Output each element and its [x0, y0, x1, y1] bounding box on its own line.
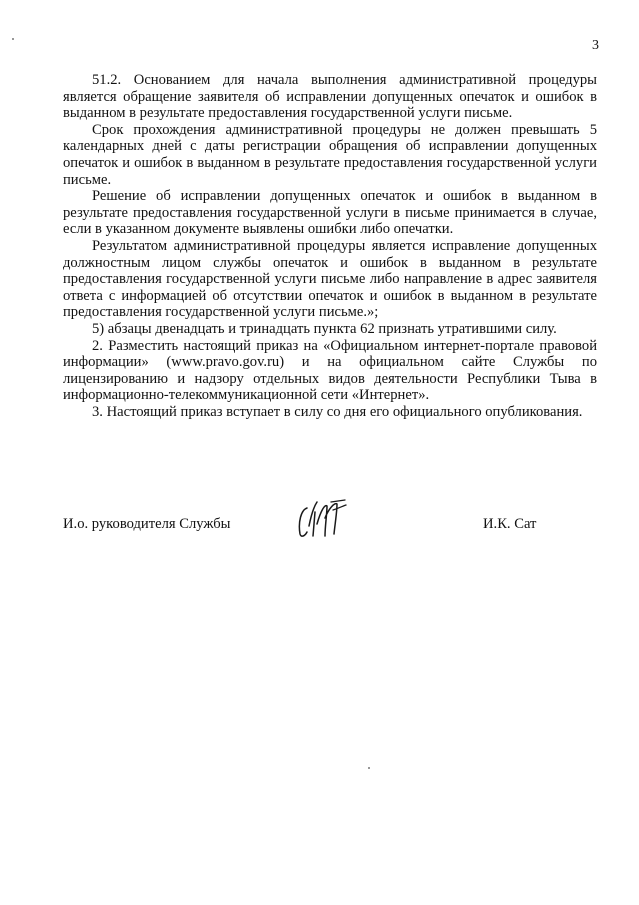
paragraph-result: Результатом административной процедуры является исправление допущенных должностным лицом службы опечаток и ошибок в выданном в результате предоставления государственной услуги письме либо направление в адрес заявителя ответа с информацией об отсутствии опечаток и ошибок в выданном в результате предоставления государственной услуги письме.»; [63, 237, 597, 321]
page-number: 3 [592, 38, 599, 53]
paragraph-item-2: 2. Разместить настоящий приказ на «Официальном интернет-портале правовой информации» (www.pravo.gov.ru) и на официальном сайте Службы по лицензированию и надзору отдельных видов деятельности Республики Тыва в информационно-телекоммуникационной сети «Интернет». [63, 337, 597, 404]
paragraph-item-3: 3. Настоящий приказ вступает в силу со дня его официального опубликования. [92, 403, 583, 420]
paragraph-deadline: Срок прохождения административной процедуры не должен превышать 5 календарных дней с даты регистрации обращения об исправлении допущенных опечаток и ошибок в выданном в результате предоставления государственной услуги письме. [63, 121, 597, 188]
signer-title: И.о. руководителя Службы [63, 516, 231, 532]
signature-block [63, 508, 597, 548]
handwritten-signature [295, 496, 347, 542]
document-body [63, 72, 597, 420]
paragraph-51-2: 51.2. Основанием для начала выполнения административной процедуры является обращение заявителя об исправлении допущенных опечаток и ошибок в выданном в результате предоставления государственной услуги письме. [63, 72, 597, 122]
paragraph-item-5: 5) абзацы двенадцать и тринадцать пункта 62 признать утратившими силу. [92, 320, 557, 337]
paragraph-decision: Решение об исправлении допущенных опечаток и ошибок в выданном в результате предоставления государственной услуги в письме принимается в случае, если в указанном документе выявлены ошибки либо опечатки. [63, 188, 597, 238]
signer-name: И.К. Сат [483, 516, 537, 532]
scan-artifact [368, 767, 370, 769]
scan-artifact [12, 38, 14, 40]
